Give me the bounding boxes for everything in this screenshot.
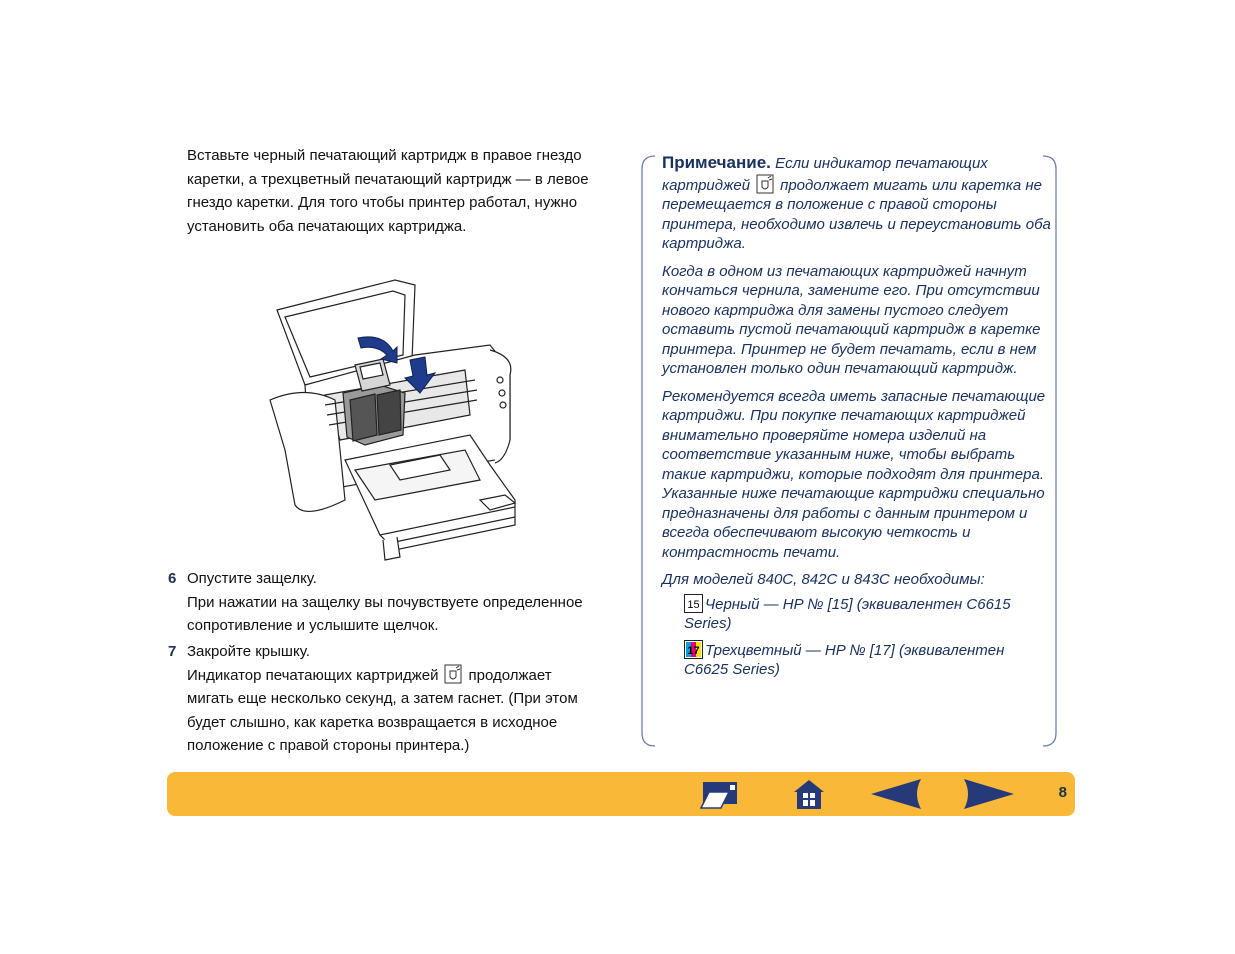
printer-illustration [265,275,525,565]
step-detail [187,664,598,758]
step-title: Опустите защелку. [187,570,317,587]
forward-arrow-icon[interactable] [962,778,1016,810]
cartridge-indicator-icon [756,174,774,194]
cartridge-item-black [684,594,1052,634]
note-p1-end: продолжает мигать или каретка не перемещается в положение с правой стороны принтера, необходимо извлечь и переустановить оба картриджа. [662,176,1051,252]
step-number: 7 [168,643,177,660]
note-paragraph-2: Когда в одном из печатающих картриджей начнут кончаться чернила, замените его. При отсутствии нового картриджа для замены пустого следует оставить пустой печатающий картридж в каретке принтера. Принтер не будет печатать, если в нем установлен только один печатающий картридж. [662,262,1041,377]
step-detail-start: Индикатор печатающих картриджей [187,666,439,684]
home-icon[interactable] [792,778,826,810]
step-detail-end: продолжает мигать еще несколько секунд, а затем гаснет. (При этом будет слышно, как каретка возвращается в исходное положение с правой стороны принтера.) [187,666,578,754]
step-detail: При нажатии на защелку вы почувствуете определенное сопротивление и услышите щелчок. [187,593,583,634]
svg-text:15: 15 [687,598,700,611]
print-icon[interactable] [699,778,741,810]
note-block [662,153,1052,686]
note-models: Для моделей 840C, 842C и 843C необходимы: [662,571,985,588]
note-paragraph-3: Рекомендуется всегда иметь запасные печатающие картриджи. При покупке печатающих картриджей внимательно проверяйте номера изделий на соответствие указанным ниже, чтобы выбрать такие картриджи, которые подходят для принтера. Указанные ниже печатающие картриджи специально предназначены для работы с данным принтером и всегда обеспечивают высокую четкость и контрастность печати. [662,387,1046,561]
note-lead: Примечание. [662,153,771,172]
intro-paragraph: Вставьте черный печатающий картридж в правое гнездо каретки, а трехцветный печатающий картридж — в левое гнездо каретки. Для того чтобы принтер работал, нужно установить оба печатающих картриджа. [187,147,589,235]
svg-text:17: 17 [687,644,700,657]
cartridge-indicator-icon [444,664,462,684]
note-p1-start: Если индикатор печатающих картриджей [662,155,988,194]
cartridge-item-color [684,640,1052,680]
black-cartridge-15-icon [684,594,703,613]
back-arrow-icon[interactable] [869,778,923,810]
color-cartridge-17-icon [684,640,703,659]
step-title: Закройте крышку. [187,643,310,660]
step-number: 6 [168,570,177,587]
navigation-bar [167,772,1075,816]
page-number: 8 [1058,784,1067,801]
cartridge-label: Черный — HP № [15] (эквивалентен C6615 Series) [684,595,1011,632]
step-7 [168,640,598,758]
cartridge-label: Трехцветный — HP № [17] (эквивалентен C6625 Series) [684,641,1005,678]
note-paragraph-1 [662,153,1052,254]
step-6 [168,567,598,638]
